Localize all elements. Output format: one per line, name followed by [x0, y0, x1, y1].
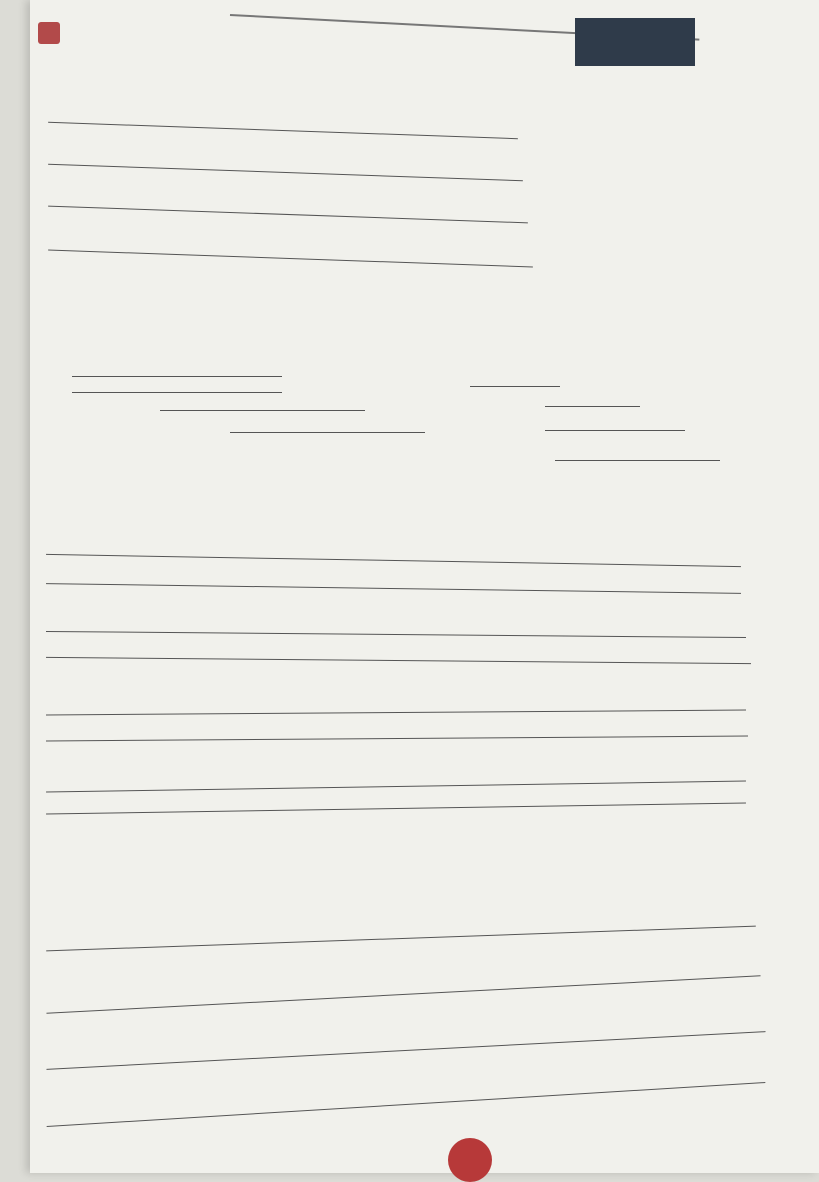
blank-line[interactable] [160, 410, 365, 411]
blank-line[interactable] [555, 460, 720, 461]
blank-line[interactable] [230, 432, 425, 433]
blank-line[interactable] [470, 386, 560, 387]
blank-line[interactable] [545, 406, 640, 407]
blank-line[interactable] [545, 430, 685, 431]
blank-line[interactable] [72, 376, 282, 377]
blank-line[interactable] [72, 392, 282, 393]
page-number-badge [448, 1138, 492, 1182]
unit-badge [575, 18, 695, 66]
section-marker-icon [38, 22, 60, 44]
